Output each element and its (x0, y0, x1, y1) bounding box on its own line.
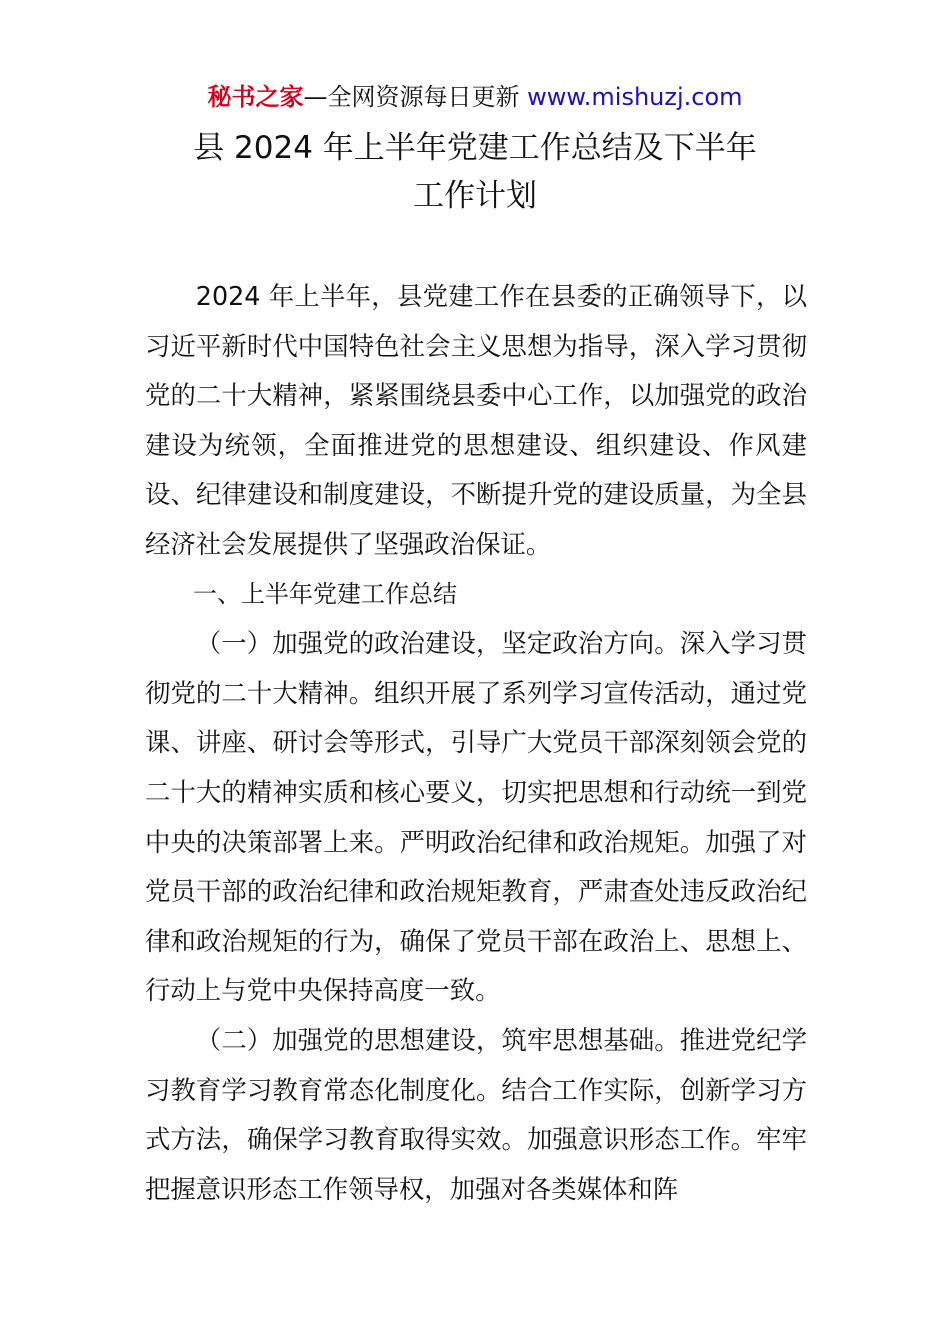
section-heading: 一、上半年党建工作总结 (193, 579, 457, 608)
title-line-1: 县 2024 年上半年党建工作总结及下半年 (193, 130, 757, 166)
body-paragraph-1: （一）加强党的政治建设，坚定政治方向。深入学习贯彻党的二十大精神。组织开展了系列学习宣传活动，通过党课、讲座、研讨会等形式，引导广大党员干部深刻领会党的二十大的精神实质和核心要义，切实把思想和行动统一到党中央的决策部署上来。严明政治纪律和政治规矩。加强了对党员干部的政治纪律和政治规矩教育，严肃查处违反政治纪律和政治规矩的行为，确保了党员干部在政治上、思想上、行动上与党中央保持高度一致。 (145, 628, 807, 1006)
document-title (0, 124, 950, 220)
document-body (145, 272, 807, 1214)
intro-paragraph: 2024 年上半年，县党建工作在县委的正确领导下，以习近平新时代中国特色社会主义思想为指导，深入学习贯彻党的二十大精神，紧紧围绕县委中心工作，以加强党的政治建设为统领，全面推进党的思想建设、组织建设、作风建设、纪律建设和制度建设，不断提升党的建设质量，为全县经济社会发展提供了坚强政治保证。 (145, 281, 807, 559)
body-paragraph-2: （二）加强党的思想建设，筑牢思想基础。推进党纪学习教育学习教育常态化制度化。结合工作实际，创新学习方式方法，确保学习教育取得实效。加强意识形态工作。牢牢把握意识形态工作领导权，加强对各类媒体和阵 (145, 1024, 807, 1204)
site-url-link[interactable]: www.mishuzj.com (527, 83, 743, 111)
document-header (0, 80, 950, 114)
brand-name: 秘书之家 (207, 83, 304, 111)
title-line-2: 工作计划 (413, 178, 537, 214)
header-tagline: —全网资源每日更新 (303, 83, 528, 111)
